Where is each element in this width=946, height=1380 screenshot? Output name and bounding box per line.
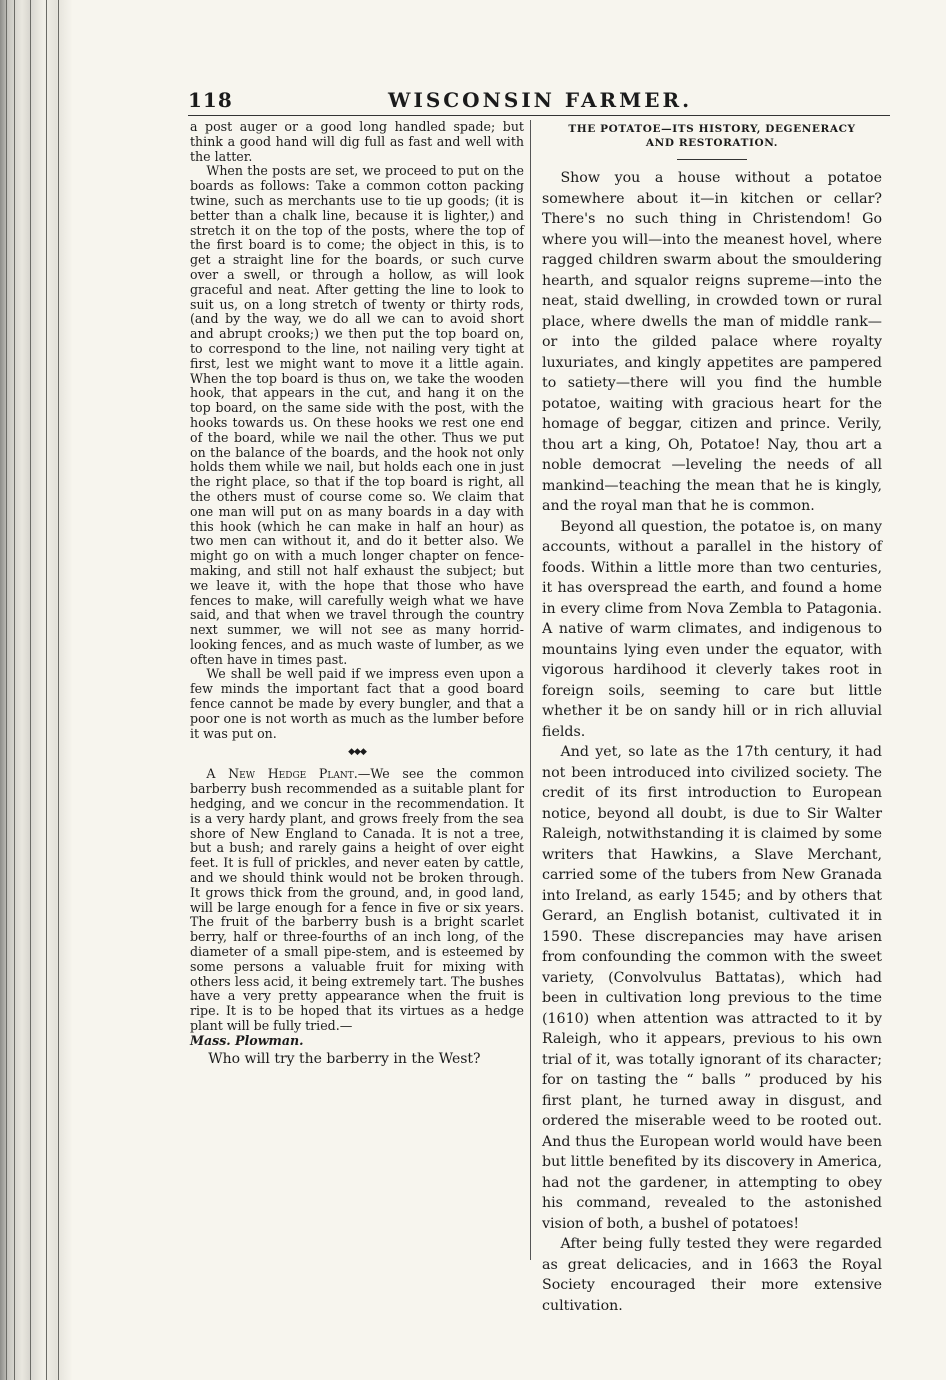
closing-question: Who will try the barberry in the West? [208, 1050, 481, 1067]
fence-paragraph: a post auger or a good long handled spade; but think a good hand will dig full as fast and well with the latter. [190, 119, 524, 164]
article-title [542, 122, 882, 150]
article-title-line: AND RESTORATION. [645, 137, 779, 149]
binding-line [46, 0, 47, 1380]
hedge-byline-line [190, 1034, 524, 1049]
hedge-byline: Mass. Plowman. [190, 1032, 304, 1048]
page-header [188, 84, 888, 114]
potatoe-paragraph: And yet, so late as the 17th century, it had not been introduced into civilized society. The credit of its first introduction to European notice, beyond all doubt, is due to Sir Walter Raleigh, notwithstanding it is claimed by some writers that Hawkins, a Slave Merchant, carried some of the tubers from New Granada into Ireland, as early 1545; and by others that Gerard, an English botanist, cultivated it in 1590. These discrepancies may have arisen from confounding the common with the sweet variety, (Convolvulus Battatas), which had been in cultivation long previous to the time (1610) when attention was attracted to it by Raleigh, who it appears, previous to his own trial of it, was totally ignorant of its character; for on tasting the “ balls ” produced by his first plant, he turned away in disgust, and ordered the miserable weed to be rooted out. And thus the European world would have been but little benefited by its discovery in America, had not the gardener, in attempting to obey his command, revealed to the astonished vision of both, a bushel of potatoes! [542, 744, 882, 1232]
title-rule [677, 159, 747, 160]
binding-line [58, 0, 59, 1380]
book-binding-edge [0, 0, 72, 1380]
fence-paragraph: When the posts are set, we proceed to put on the boards as follows: Take a common cotton packing twine, such as merchants use to tie up goods; (it is better than a chalk line, because it is lighter,) and stretch it on the top of the posts, where the top of the first board is to come; the object in this, is to get a straight line for the boards, or such curve over a swell, or through a hollow, as will look graceful and neat. After getting the line to look to suit us, on a long stretch of twenty or thirty rods, (and by the way, we do all we can to avoid short and abrupt crooks;) we then put the top board on, to correspond to the line, not nailing very tight at first, lest we might want to move it a little again. When the top board is thus on, we take the wooden hook, that appears in the cut, and hang it on the top board, on the same side with the post, with the hooks towards us. On these hooks we rest one end of the board, while we nail the other. Thus we put on the balance of the boards, and the hook not only holds them while we nail, but holds each one in just the right place, so that if the top board is right, all the others must of course come so. We claim that one man will put on as many boards in a day with this hook (which he can make in half an hour) as two men can without it, and do it better also. We might go on with a much longer chapter on fence-making, and still not half exhaust the subject; but we leave it, with the hope that those who have fences to make, will carefully weigh what we have said, and that when we travel through the country next summer, we will not see as many horrid-looking fences, and as much waste of lumber, as we often have in times past. [190, 163, 524, 667]
potatoe-paragraph: Show you a house without a potatoe somewhere about it—in kitchen or cellar? There's no such thing in Christendom! Go where you will—into the meanest hovel, where ragged children swarm about the smouldering hearth, and squalor reigns supreme—into the neat, staid dwelling, in crowded town or rural place, where dwells the man of middle rank—or into the gilded palace where royalty luxuriates, and kingly appetites are pampered to satiety—there will you find the humble potatoe, waiting with gracious heart for the homage of beggar, citizen and prince. Verily, thou art a king, Oh, Potatoe! Nay, thou art a noble democrat —leveling the needs of all mankind—teaching the mean that he is kingly, and the royal man that he is common. [542, 170, 882, 514]
right-column [542, 120, 882, 1316]
left-column [190, 120, 524, 1069]
running-title: WISCONSIN FARMER. [388, 88, 693, 112]
header-rule [188, 115, 890, 116]
fence-paragraph: We shall be well paid if we impress even upon a few minds the important fact that a good board fence cannot be made by every bungler, and that a poor one is not worth as much as the lumber before it was put on. [190, 666, 524, 741]
potatoe-paragraph: Beyond all question, the potatoe is, on many accounts, without a parallel in the history of foods. Within a little more than two centuries, it has overspread the earth, and found a home in every clime from Nova Zembla to Patagonia. A native of warm climates, and indigenous to mountains lying even under the equator, with vigorous hardihood it cleverly takes root in foreign soils, seeming to care but little whether it be on sandy hill or in rich alluvial fields. [542, 518, 882, 740]
section-ornament: ◆◆◆ [348, 747, 366, 758]
hedge-plant-paragraph [190, 767, 524, 1033]
binding-line [30, 0, 31, 1380]
binding-line [14, 0, 15, 1380]
hedge-plant-heading: A New Hedge Plant. [206, 766, 358, 782]
article-title-line: THE POTATOE—ITS HISTORY, DEGENERACY [568, 123, 856, 135]
binding-line [6, 0, 7, 1380]
column-divider [530, 120, 531, 1260]
page-number: 118 [188, 88, 233, 112]
hedge-plant-text: —We see the common barberry bush recommended as a suitable plant for hedging, and we concur in the recommendation. It is a very hardy plant, and grows freely from the sea shore of New England to Canada. It is not a tree, but a bush; and rarely gains a height of over eight feet. It is full of prickles, and never eaten by cattle, and we should think would not be broken through. It grows thick from the ground, and, in good land, will be large enough for a fence in five or six years. The fruit of the barberry bush is a bright scarlet berry, half or three-fourths of an inch long, of the diameter of a small pipe-stem, and is esteemed by some persons a valuable fruit for mixing with others less acid, it being extremely tart. The bushes have a very pretty appearance when the fruit is ripe. It is to be hoped that its virtues as a hedge plant will be fully tried.— [190, 766, 524, 1034]
potatoe-paragraph: After being fully tested they were regarded as great delicacies, and in 1663 the Royal Society encouraged their more extensive cultivation. [542, 1236, 882, 1314]
